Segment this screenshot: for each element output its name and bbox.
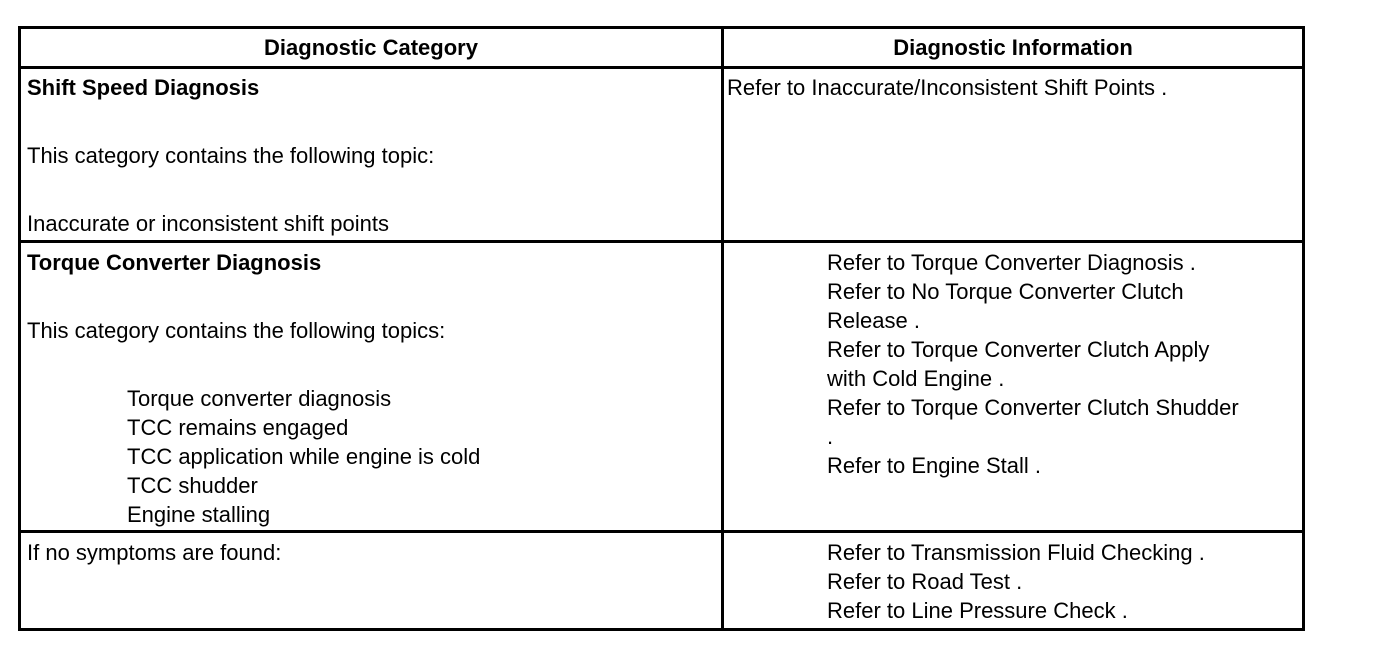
- info-line: with Cold Engine .: [827, 366, 1005, 391]
- topic-item: Torque converter diagnosis: [127, 386, 392, 411]
- row-shift-speed-category: [27, 73, 434, 238]
- info-line: Refer to Engine Stall .: [827, 453, 1042, 478]
- topic-item: Inaccurate or inconsistent shift points: [27, 211, 389, 236]
- info-line: .: [827, 424, 834, 449]
- row-title: Shift Speed Diagnosis: [27, 75, 260, 100]
- topic-item: TCC remains engaged: [127, 415, 349, 440]
- info-line: Refer to Inaccurate/Inconsistent Shift Points .: [727, 75, 1168, 100]
- topic-item: TCC application while engine is cold: [127, 444, 481, 469]
- row-title: Torque Converter Diagnosis: [27, 250, 322, 275]
- info-line: Release .: [827, 308, 920, 333]
- row-divider: [21, 240, 1302, 243]
- info-line: Refer to Torque Converter Clutch Apply: [827, 337, 1210, 362]
- row-torque-converter-category: [27, 248, 480, 529]
- row-no-symptoms-category: [27, 538, 281, 567]
- info-line: Refer to Line Pressure Check .: [827, 598, 1128, 623]
- row-torque-converter-info: [827, 248, 1239, 480]
- diagnostic-table: [18, 26, 1305, 631]
- row-shift-speed-info: [727, 73, 1167, 102]
- info-line: Refer to Torque Converter Diagnosis .: [827, 250, 1196, 275]
- row-divider: [21, 530, 1302, 533]
- row-intro: This category contains the following topics:: [27, 318, 446, 343]
- info-line: Refer to Torque Converter Clutch Shudder: [827, 395, 1239, 420]
- info-line: Refer to No Torque Converter Clutch: [827, 279, 1184, 304]
- row-title: If no symptoms are found:: [27, 540, 282, 565]
- header-diagnostic-information: Diagnostic Information: [893, 35, 1133, 60]
- info-line: Refer to Transmission Fluid Checking .: [827, 540, 1205, 565]
- header-divider: [21, 66, 1302, 69]
- info-line: Refer to Road Test .: [827, 569, 1023, 594]
- topic-item: TCC shudder: [127, 473, 258, 498]
- header-diagnostic-category: Diagnostic Category: [264, 35, 478, 60]
- row-intro: This category contains the following topic:: [27, 143, 435, 168]
- row-no-symptoms-info: [827, 538, 1205, 625]
- topic-item: Engine stalling: [127, 502, 271, 527]
- column-divider: [721, 29, 724, 628]
